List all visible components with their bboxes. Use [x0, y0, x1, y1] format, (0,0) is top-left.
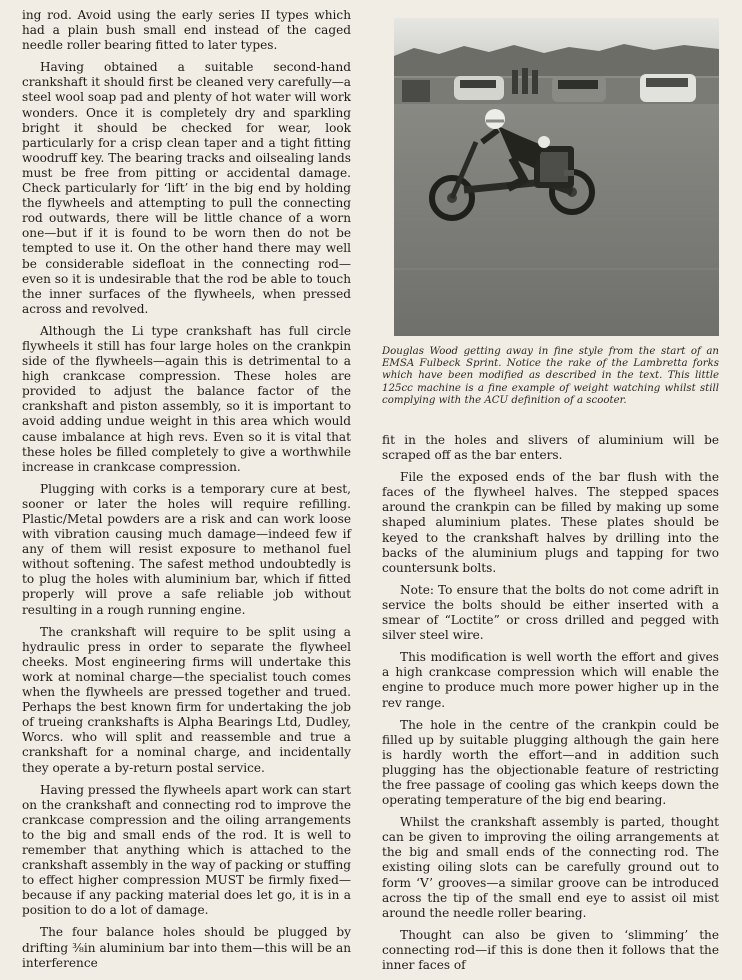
paragraph-2: Having obtained a suitable second-hand crankshaft it should first be cleaned very carefully—a steel wool soap pad and plenty of hot water will work wonders. Once it is completely dry and sparkling bright it should be checked for wear, look particularly for a crisp clean taper and a tight fitting woodruff key. The bearing tracks and oilsealing lands must be free from pitting or accidental damage. Check particularly for ‘lift’ in the big end by holding the flywheels and attempting to pull the connecting rod outwards, there will be little chance of a worn one—but if it is found to be worn then do not be tempted to use it. On the other hand there may well be considerable sidefloat in the connecting rod—even so it is undesirable that the rod be able to touch the inner surfaces of the flywheels, when pressed across and revolved.: [22, 60, 351, 316]
paragraph-1: ing rod. Avoid using the early series II types which had a plain bush small end instead of the caged needle roller bearing fitted to later types.: [22, 8, 351, 53]
paragraph-4: Plugging with corks is a temporary cure at best, sooner or later the holes will require refilling. Plastic/Metal powders are a risk and can work loose with vibration causing much damage—indeed few if any of them will resist exposure to methanol fuel without softening. The safest method undoubtedly is to plug the holes with aluminium bar, which if fitted properly will prove a safe reliable job without resulting in a rough running engine.: [22, 481, 351, 617]
right-text-column: [382, 433, 719, 980]
paragraph-8: fit in the holes and slivers of aluminium will be scraped off as the bar enters.: [382, 433, 719, 463]
paragraph-3: Although the Li type crankshaft has full circle flywheels it still has four large holes on the crankpin side of the flywheels—again this is detrimental to a high crankcase compression. These holes are provided to adjust the balance factor of the crankshaft and piston assembly, so it is important to avoid adding undue weight in this area which would cause imbalance at high revs. Even so it is vital that these holes be filled completely to give a worthwhile increase in crankcase compression.: [22, 323, 351, 474]
left-text-column: [22, 8, 351, 978]
paragraph-5: The crankshaft will require to be split using a hydraulic press in order to separate the flywheel cheeks. Most engineering firms will undertake this work at nominal charge—the specialist touch comes when the flywheels are pressed together and trued. Perhaps the best known firm for undertaking the job of trueing crankshafts is Alpha Bearings Ltd, Dudley, Worcs. who will split and reassemble and true a crankshaft for a nominal charge, and incidentally they operate a by-return postal service.: [22, 624, 351, 775]
scooter-sprint-photo: [394, 18, 719, 336]
paragraph-11: This modification is well worth the effort and gives a high crankcase compression which will enable the engine to produce much more power higher up in the rev range.: [382, 650, 719, 710]
paragraph-13: Whilst the crankshaft assembly is parted, thought can be given to improving the oiling arrangements at the big and small ends of the connecting rod. The existing oiling slots can be carefully ground out to form ‘V’ grooves—a similar groove can be introduced across the tip of the small end eye to assist oil mist around the needle roller bearing.: [382, 815, 719, 920]
paragraph-14: Thought can also be given to ‘slimming’ the connecting rod—if this is done then it follows that the inner faces of: [382, 927, 719, 972]
paragraph-9: File the exposed ends of the bar flush with the faces of the flywheel halves. The stepped spaces around the crankpin can be filled by making up some shaped aluminium plates. These plates should be keyed to the crankshaft halves by drilling into the backs of the aluminium plugs and tapping for two countersunk bolts.: [382, 470, 719, 575]
paragraph-10: Note: To ensure that the bolts do not come adrift in service the bolts should be either inserted with a smear of “Loctite” or cross drilled and pegged with silver steel wire.: [382, 582, 719, 643]
paragraph-7: The four balance holes should be plugged by drifting ⅜in aluminium bar into them—this will be an interference: [22, 925, 351, 970]
paragraph-6: Having pressed the flywheels apart work can start on the crankshaft and connecting rod to improve the crankcase compression and the oiling arrangements to the big and small ends of the rod. It is well to remember that anything which is attached to the crankshaft assembly in the way of packing or stuffing to effect higher compression MUST be firmly fixed—because if any packing material does let go, it is in a position to do a lot of damage.: [22, 782, 351, 918]
photo-caption: Douglas Wood getting away in fine style from the start of an EMSA Fulbeck Sprint. Notice the rake of the Lambretta forks which have been modified as described in the text. This little 125cc machine is a fine example of weight watching whilst still complying with the ACU definition of a scooter.: [382, 346, 719, 406]
paragraph-12: The hole in the centre of the crankpin could be filled up by suitable plugging although the gain here is hardly worth the effort—and in addition such plugging has the objectionable feature of restricting the free passage of cooling gas which keeps down the operating temperature of the big end bearing.: [382, 717, 719, 808]
